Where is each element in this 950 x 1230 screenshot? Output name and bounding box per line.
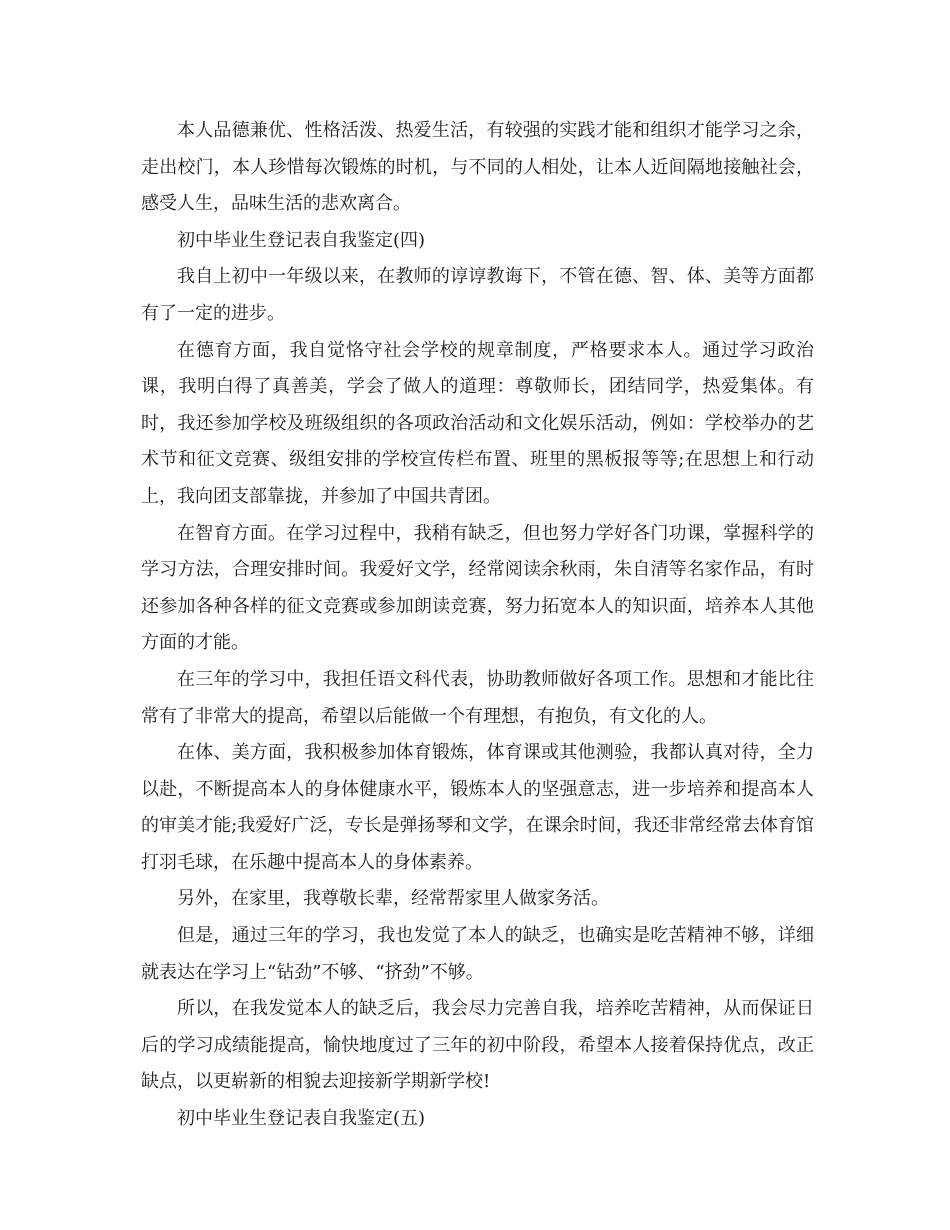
paragraph-conclusion: 所以，在我发觉本人的缺乏后，我会尽力完善自我，培养吃苦精神，从而保证日后的学习成绩能提高，愉快地度过了三年的初中阶段，希望本人接着保持优点，改正缺点，以更崭新的相貌去迎接新学期新学校! <box>141 998 814 1093</box>
document-body <box>141 113 814 1138</box>
paragraph-family: 另外，在家里，我尊敬长辈，经常帮家里人做家务活。 <box>177 888 609 910</box>
section-heading-4: 初中毕业生登记表自我鉴定(四) <box>177 229 426 251</box>
paragraph-shortcomings: 但是，通过三年的学习，我也发觉了本人的缺乏，也确实是吃苦精神不够，详细就表达在学习上“钻劲”不够、“挤劲”不够。 <box>141 925 814 983</box>
paragraph-intro: 我自上初中一年级以来，在教师的谆谆教诲下，不管在德、智、体、美等方面都有了一定的进步。 <box>141 266 814 324</box>
paragraph-intellectual-education: 在智育方面。在学习过程中，我稍有缺乏，但也努力学好各门功课，掌握科学的学习方法，合理安排时间。我爱好文学，经常阅读余秋雨，朱自清等名家作品，有时还参加各种各样的征文竞赛或参加朗读竞赛，努力拓宽本人的知识面，培养本人其他方面的才能。 <box>141 522 814 654</box>
paragraph-physical-aesthetic: 在体、美方面，我积极参加体育锻炼，体育课或其他测验，我都认真对待，全力以赴，不断提高本人的身体健康水平，锻炼本人的坚强意志，进一步培养和提高本人的审美才能;我爱好广泛，专长是弹扬琴和文学，在课余时间，我还非常经常去体育馆打羽毛球，在乐趣中提高本人的身体素养。 <box>141 742 814 873</box>
section-heading-5: 初中毕业生登记表自我鉴定(五) <box>177 1108 426 1130</box>
paragraph-class-representative: 在三年的学习中，我担任语文科代表，协助教师做好各项工作。思想和才能比往常有了非常大的提高，希望以后能做一个有理想，有抱负，有文化的人。 <box>141 668 814 727</box>
paragraph-moral-education: 在德育方面，我自觉恪守社会学校的规章制度，严格要求本人。通过学习政治课，我明白得了真善美，学会了做人的道理：尊敬师长，团结同学，热爱集体。有时，我还参加学校及班级组织的各项政治活动和文化娱乐活动，例如：学校举办的艺术节和征文竞赛、级组安排的学校宣传栏布置、班里的黑板报等等;在思想上和行动上，我向团支部靠拢，并参加了中国共青团。 <box>141 339 814 507</box>
paragraph-1: 本人品德兼优、性格活泼、热爱生活，有较强的实践才能和组织才能学习之余，走出校门，本人珍惜每次锻炼的时机，与不同的人相处，让本人近间隔地接触社会，感受人生，品味生活的悲欢离合。 <box>141 120 814 215</box>
